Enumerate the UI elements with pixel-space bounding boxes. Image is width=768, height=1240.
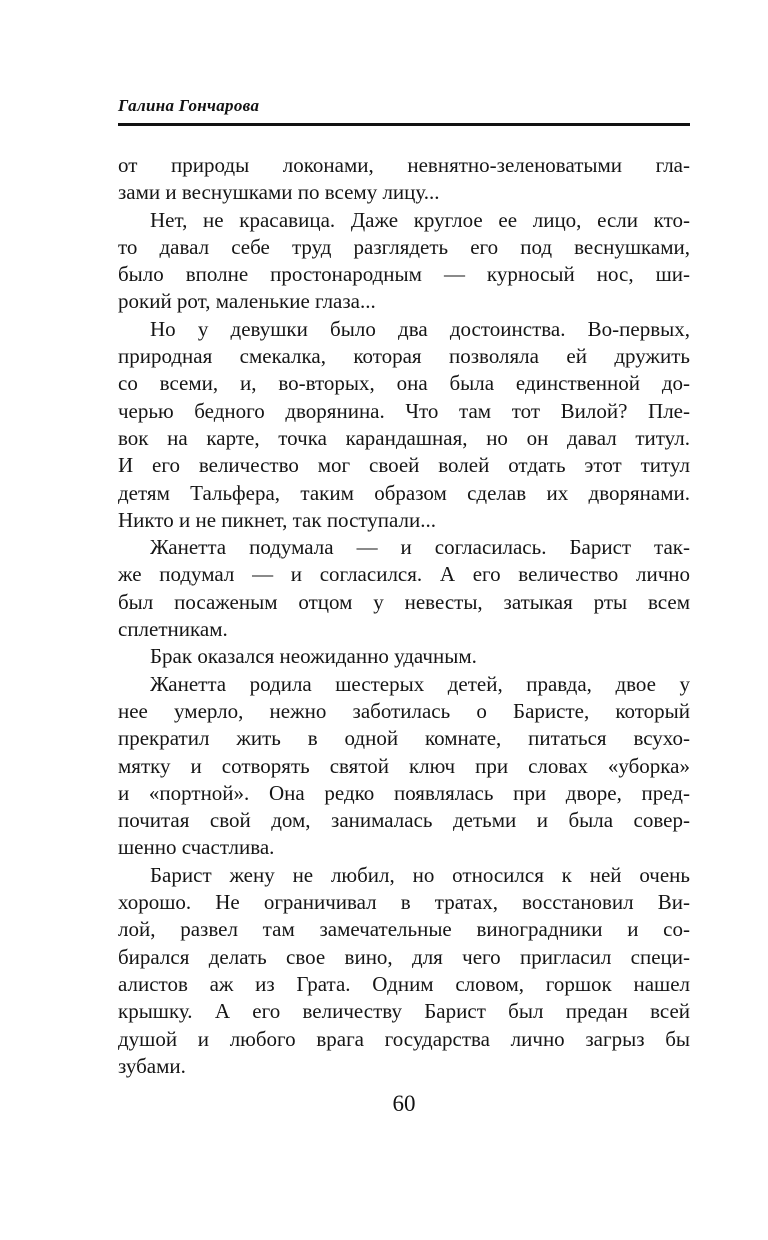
text-line: хорошо. Не ограничивал в тратах, восстановил Ви- <box>118 890 690 915</box>
text-line: Барист жену не любил, но относился к ней очень <box>150 862 690 887</box>
paragraph <box>118 316 690 534</box>
text-line: было вполне простонародным — курносый нос, ши- <box>118 262 690 287</box>
text-line: почитая свой дом, занималась детьми и была совер- <box>118 808 690 833</box>
text-line: Брак оказался неожиданно удачным. <box>150 644 477 669</box>
paragraph <box>118 534 690 643</box>
text-line: Жанетта подумала — и согласилась. Барист так- <box>150 535 690 560</box>
text-line: лой, развел там замечательные виноградники и со- <box>118 917 690 942</box>
text-line: детям Тальфера, таким образом сделав их дворянами. <box>118 480 690 505</box>
text-line: шенно счастлива. <box>118 835 275 860</box>
text-line: Но у девушки было два достоинства. Во-первых, <box>150 316 690 341</box>
text-line: зубами. <box>118 1053 186 1078</box>
paragraph <box>118 671 690 862</box>
text-line: алистов аж из Грата. Одним словом, горшок нашел <box>118 971 690 996</box>
text-line: прекратил жить в одной комнате, питаться всухо- <box>118 726 690 751</box>
text-line: сплетникам. <box>118 617 228 642</box>
paragraph <box>118 207 690 316</box>
text-block <box>118 96 690 1080</box>
running-header-author: Галина Гончарова <box>118 96 260 115</box>
text-line: бирался делать свое вино, для чего пригласил специ- <box>118 944 690 969</box>
text-line: нее умерло, нежно заботилась о Баристе, который <box>118 698 690 723</box>
paragraph <box>118 152 690 207</box>
text-line: со всеми, и, во-вторых, она была единственной до- <box>118 371 690 396</box>
paragraph <box>118 862 690 1080</box>
text-line: то давал себе труд разглядеть его под веснушками, <box>118 234 690 259</box>
text-line: Жанетта родила шестерых детей, правда, двое у <box>150 671 690 696</box>
text-line: душой и любого врага государства лично загрыз бы <box>118 1026 690 1051</box>
page-number: 60 <box>392 1091 416 1116</box>
text-line: природная смекалка, которая позволяла ей дружить <box>118 344 690 369</box>
header-rule <box>118 123 690 126</box>
text-line: Нет, не красавица. Даже круглое ее лицо, если кто- <box>150 207 690 232</box>
text-line: мятку и сотворять святой ключ при словах «уборка» <box>118 753 690 778</box>
text-line: И его величество мог своей волей отдать этот титул <box>118 453 690 478</box>
text-line: зами и веснушками по всему лицу... <box>118 180 440 205</box>
paragraph <box>118 643 690 670</box>
text-line: от природы локонами, невнятно-зеленоватыми гла- <box>118 153 690 177</box>
text-line: Никто и не пикнет, так поступали... <box>118 507 437 532</box>
text-line: вок на карте, точка карандашная, но он давал титул. <box>118 425 690 450</box>
text-line: и «портной». Она редко появлялась при дворе, пред- <box>118 780 690 805</box>
text-line: рокий рот, маленькие глаза... <box>118 289 376 314</box>
body-text <box>118 152 690 1080</box>
text-line: крышку. А его величеству Барист был предан всей <box>118 999 690 1024</box>
text-line: был посаженым отцом у невесты, затыкая рты всем <box>118 589 690 614</box>
text-line: же подумал — и согласился. А его величество лично <box>118 562 690 587</box>
text-line: черью бедного дворянина. Что там тот Вилой? Пле- <box>118 398 690 423</box>
